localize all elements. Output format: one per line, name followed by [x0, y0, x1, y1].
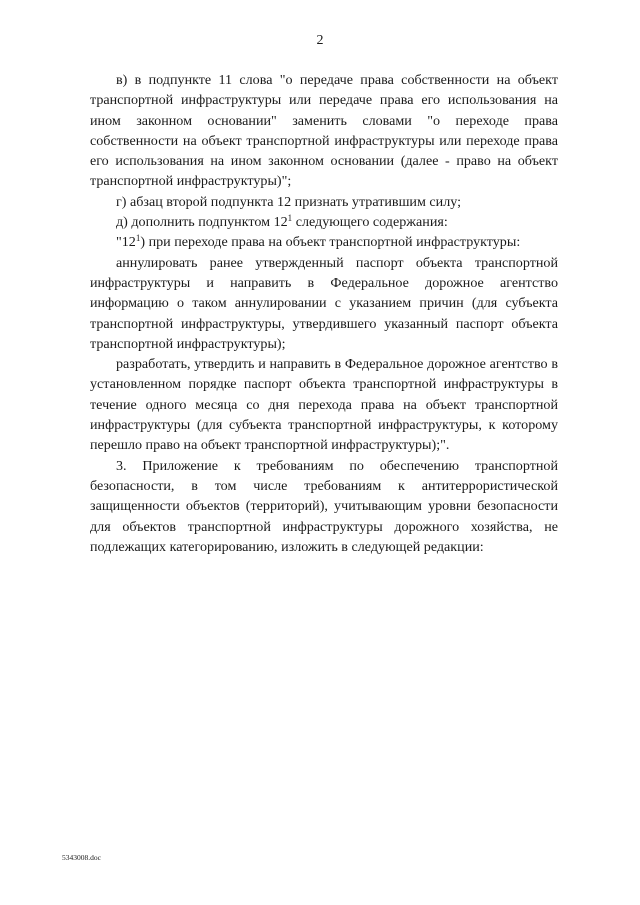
- superscript-1: 1: [135, 233, 141, 244]
- paragraph-subpoint-12-1: [90, 232, 558, 252]
- paragraph-develop-passport: разработать, утвердить и направить в Федеральное дорожное агентство в установленном порядке паспорт объекта транспортной инфраструктуры в течение одного месяца со дня перехода права на объект транспортной инфраструктуры (для субъекта транспортной инфраструктуры, к которому перешло право на объект транспортной инфраструктуры);".: [90, 356, 558, 454]
- paragraph-subitem-d-text-end: следующего содержания:: [292, 214, 448, 231]
- paragraph-subpoint-12-1-text: "12: [116, 234, 136, 251]
- superscript-1: 1: [287, 213, 293, 224]
- paragraph-subpoint-12-1-text-end: ) при переходе права на объект транспортной инфраструктуры:: [140, 234, 521, 251]
- document-body: [90, 70, 558, 557]
- paragraph-subitem-g: г) абзац второй подпункта 12 признать утратившим силу;: [116, 193, 462, 210]
- paragraph-subitem-d: [90, 212, 558, 232]
- footer-file-name: 5343008.doc: [62, 853, 101, 862]
- paragraph-item-3: 3. Приложение к требованиям по обеспечению транспортной безопасности, в том числе требованиям к антитеррористической защищенности объектов (территорий), учитывающим уровни безопасности для объектов транспортной инфраструктуры дорожного хозяйства, не подлежащих категорированию, изложить в следующей редакции:: [90, 457, 558, 555]
- paragraph-annul-passport: аннулировать ранее утвержденный паспорт объекта транспортной инфраструктуры и направить в Федеральное дорожное агентство информацию о таком аннулировании с указанием причин (для субъекта транспортной инфраструктуры, утвердившего указанный паспорт объекта транспортной инфраструктуры);: [90, 254, 558, 352]
- paragraph-subitem-d-text: д) дополнить подпунктом 12: [116, 214, 288, 231]
- page-number: 2: [316, 33, 324, 48]
- paragraph-subitem-v: в) в подпункте 11 слова "о передаче права собственности на объект транспортной инфраструктуры или передаче права его использования на ином законном основании" заменить словами "о переходе права собственности на объект транспортной инфраструктуры или переходе права его использования на ином законном основании (далее - право на объект транспортной инфраструктуры)";: [90, 72, 558, 190]
